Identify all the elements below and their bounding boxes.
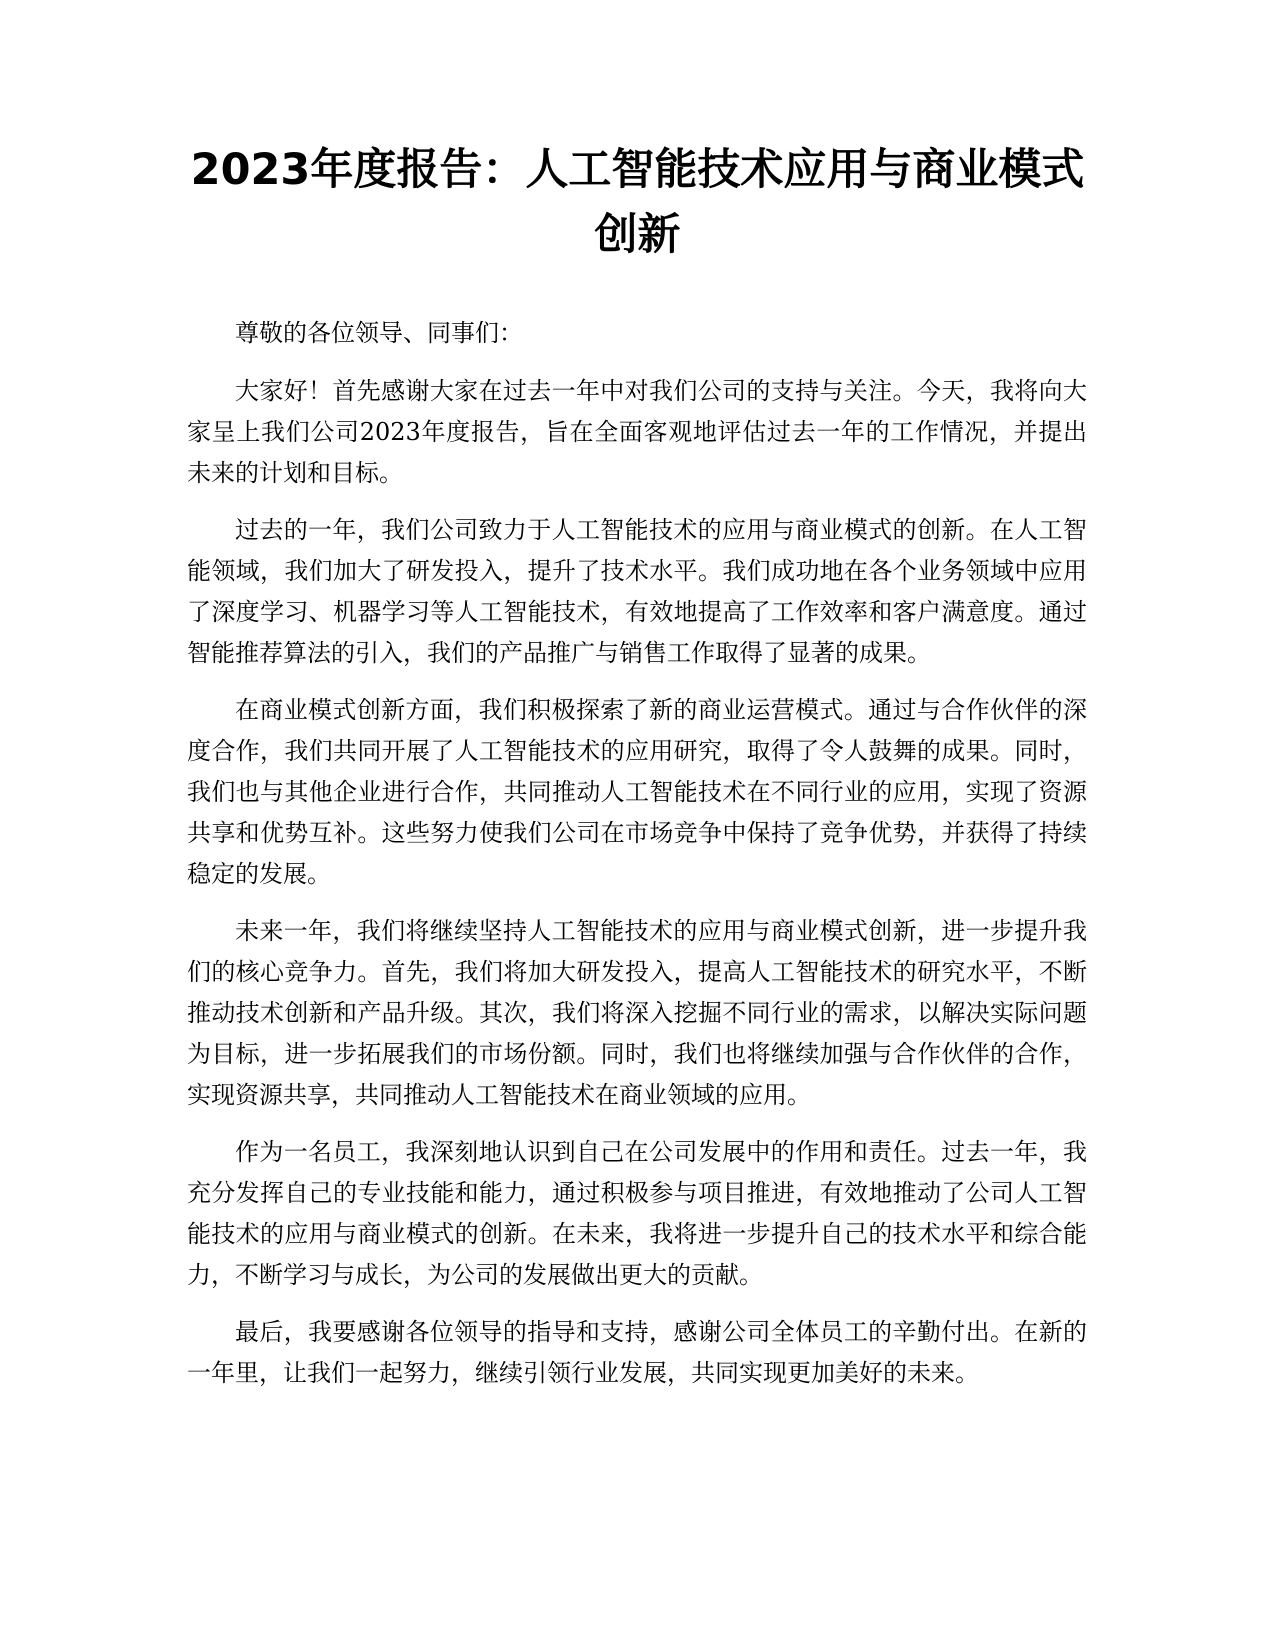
salutation-paragraph: 尊敬的各位领导、同事们：	[235, 319, 523, 347]
greeting-paragraph: 大家好！首先感谢大家在过去一年中对我们公司的支持与关注。今天，我将向大家呈上我们公司2023年度报告，旨在全面客观地评估过去一年的工作情况，并提出未来的计划和目标。	[187, 377, 1087, 487]
future-plan-paragraph: 未来一年，我们将继续坚持人工智能技术的应用与商业模式创新，进一步提升我们的核心竞争力。首先，我们将加大研发投入，提高人工智能技术的研究水平，不断推动技术创新和产品升级。其次，我们将深入挖掘不同行业的需求，以解决实际问题为目标，进一步拓展我们的市场份额。同时，我们也将继续加强与合作伙伴的合作，实现资源共享，共同推动人工智能技术在商业领域的应用。	[187, 917, 1087, 1109]
document-body	[187, 313, 1087, 1410]
document-title: 2023年度报告：人工智能技术应用与商业模式创新	[190, 145, 1085, 260]
past-year-ai-paragraph: 过去的一年，我们公司致力于人工智能技术的应用与商业模式的创新。在人工智能领域，我们加大了研发投入，提升了技术水平。我们成功地在各个业务领域中应用了深度学习、机器学习等人工智能技术，有效地提高了工作效率和客户满意度。通过智能推荐算法的引入，我们的产品推广与销售工作取得了显著的成果。	[187, 516, 1087, 667]
closing-paragraph: 最后，我要感谢各位领导的指导和支持，感谢公司全体员工的辛勤付出。在新的一年里，让我们一起努力，继续引领行业发展，共同实现更加美好的未来。	[187, 1318, 1087, 1387]
business-model-paragraph: 在商业模式创新方面，我们积极探索了新的商业运营模式。通过与合作伙伴的深度合作，我们共同开展了人工智能技术的应用研究，取得了令人鼓舞的成果。同时，我们也与其他企业进行合作，共同推动人工智能技术在不同行业的应用，实现了资源共享和优势互补。这些努力使我们公司在市场竞争中保持了竞争优势，并获得了持续稳定的发展。	[187, 696, 1087, 888]
employee-reflection-paragraph: 作为一名员工，我深刻地认识到自己在公司发展中的作用和责任。过去一年，我充分发挥自己的专业技能和能力，通过积极参与项目推进，有效地推动了公司人工智能技术的应用与商业模式的创新。在未来，我将进一步提升自己的技术水平和综合能力，不断学习与成长，为公司的发展做出更大的贡献。	[187, 1138, 1087, 1289]
